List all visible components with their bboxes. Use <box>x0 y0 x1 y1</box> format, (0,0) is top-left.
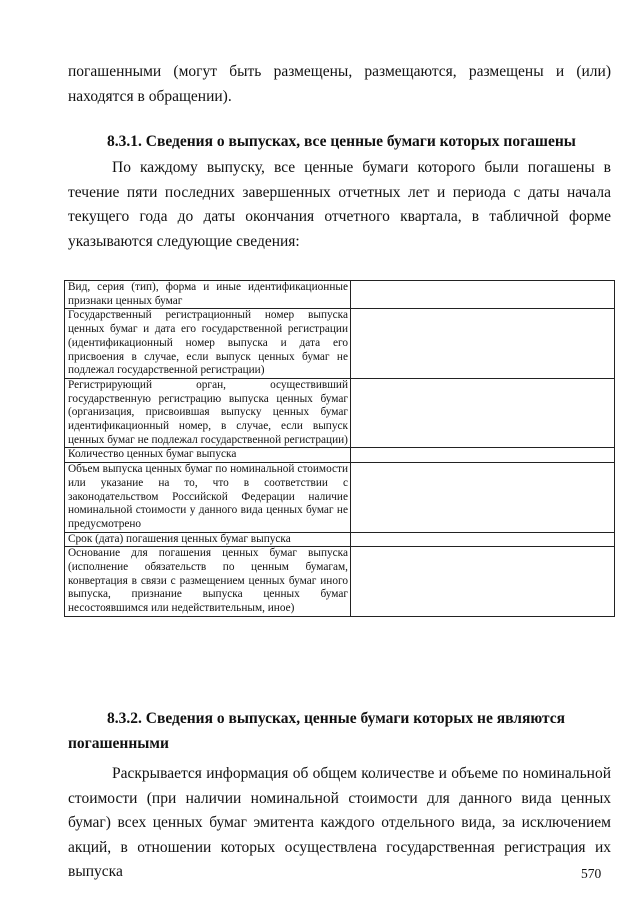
table-row <box>65 448 615 463</box>
section-8-3-2-paragraph <box>68 762 611 885</box>
table-row-label: Количество ценных бумаг выпуска <box>65 448 351 463</box>
section-8-3-2-paragraph-text: Раскрывается информация об общем количестве и объеме по номинальной стоимости (при наличии номинальной стоимости для данного вида ценных бумаг) всех ценных бумаг эмитента каждого отдельного вида, за исключением акций, в отношении которых осуществлена государственная регистрация их выпуска <box>68 765 611 880</box>
section-8-3-1-paragraph <box>68 156 611 254</box>
table-row-label: Объем выпуска ценных бумаг по номинальной стоимости или указание на то, что в соответствии с законодательством Российской Федерации наличие номинальной стоимости у данного вида ценных бумаг не предусмотрено <box>65 463 351 533</box>
table-row-label: Срок (дата) погашения ценных бумаг выпуска <box>65 532 351 547</box>
page-number: 570 <box>581 866 602 881</box>
section-8-3-2-heading <box>68 707 611 756</box>
table-row <box>65 463 615 533</box>
section-8-3-1-paragraph-text: По каждому выпуску, все ценные бумаги которого были погашены в течение пяти последних завершенных отчетных лет и периода с даты начала текущего года до даты окончания отчетного квартала, в табличной форме указываются следующие сведения: <box>68 159 611 250</box>
table-row-value <box>351 547 615 617</box>
table-row-label: Основание для погашения ценных бумаг выпуска (исполнение обязательств по ценным бумагам, конвертация в связи с размещением ценных бумаг иного выпуска, признание выпуска ценных бумаг несостоявшимся или недействительным, иное) <box>65 547 351 617</box>
table-row-value <box>351 281 615 309</box>
table-row <box>65 532 615 547</box>
table-row <box>65 378 615 448</box>
table-row-value <box>351 463 615 533</box>
section-8-3-1-heading: 8.3.1. Сведения о выпусках, все ценные бумаги которых погашены <box>107 133 576 150</box>
table-row-value <box>351 378 615 448</box>
table-row-value <box>351 532 615 547</box>
table-row-value <box>351 448 615 463</box>
intro-paragraph: погашенными (могут быть размещены, размещаются, размещены и (или) находятся в обращении). <box>68 63 611 105</box>
section-8-3-2-heading-text: 8.3.2. Сведения о выпусках, ценные бумаги которых не являются погашенными <box>68 710 566 752</box>
requirements-table <box>64 280 615 617</box>
table-row <box>65 281 615 309</box>
table-row <box>65 309 615 379</box>
table-row <box>65 547 615 617</box>
table-row-label: Регистрирующий орган, осуществивший государственную регистрацию выпуска ценных бумаг (организация, присвоившая выпуску ценных бумаг идентификационный номер, в случае, если выпуск ценных бумаг не подлежал государственной регистрации) <box>65 378 351 448</box>
table-row-label: Государственный регистрационный номер выпуска ценных бумаг и дата его государственной регистрации (идентификационный номер выпуска и дата его присвоения в случае, если выпуск ценных бумаг не подлежал государственной регистрации) <box>65 309 351 379</box>
table-row-label: Вид, серия (тип), форма и иные идентификационные признаки ценных бумаг <box>65 281 351 309</box>
table-row-value <box>351 309 615 379</box>
